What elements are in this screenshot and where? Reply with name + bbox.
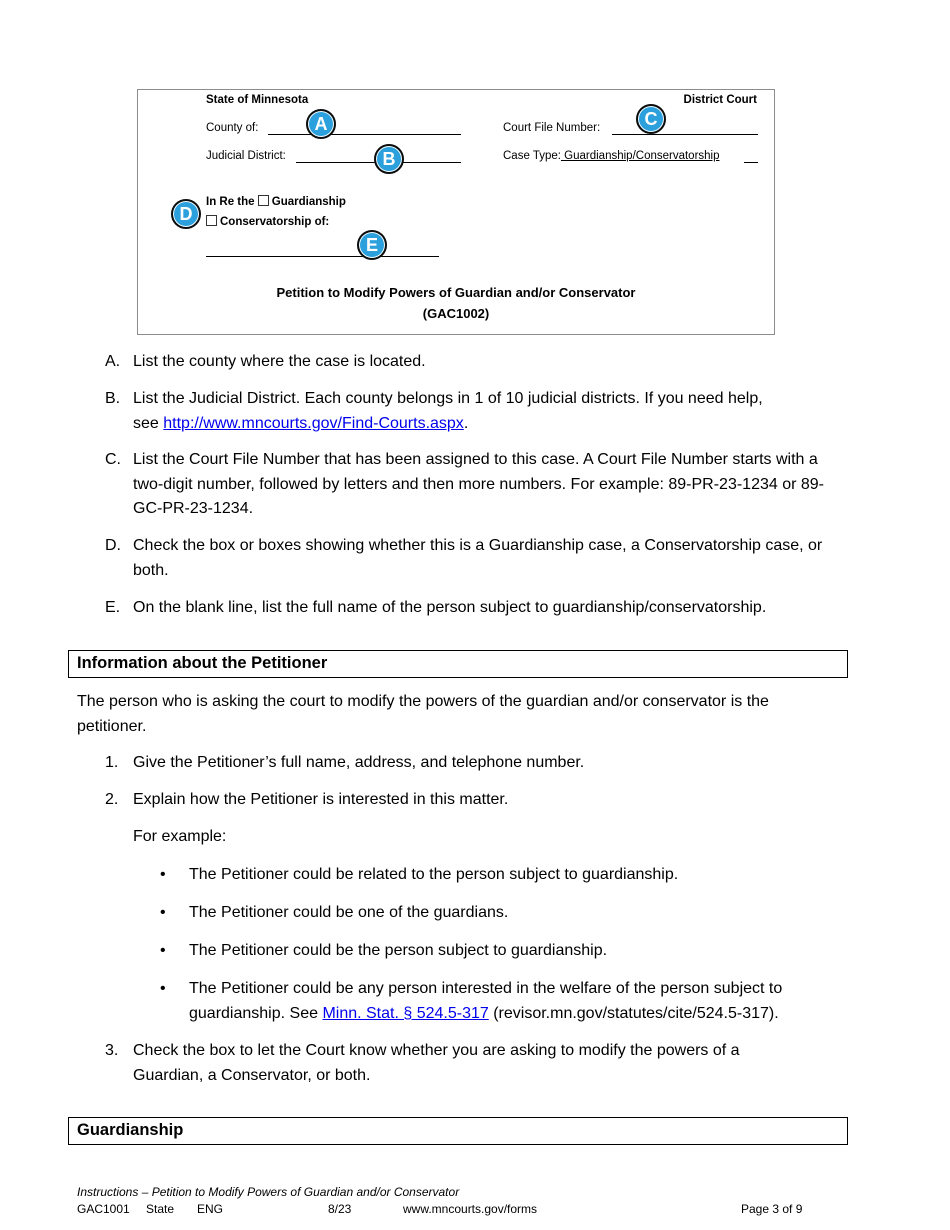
minn-stat-link[interactable]: Minn. Stat. § 524.5-317 — [322, 1004, 489, 1022]
marker-c-badge: C — [636, 104, 666, 134]
court-file-line — [612, 134, 758, 135]
section-heading-guardianship: Guardianship — [68, 1117, 848, 1145]
bullet-text: The Petitioner could be one of the guardians. — [189, 904, 509, 921]
item-text: Explain how the Petitioner is interested in this matter. — [133, 791, 509, 808]
bullet-dot: • — [160, 904, 166, 921]
section-heading-petitioner: Information about the Petitioner — [68, 650, 848, 678]
footer-form-code: GAC1001 — [77, 1202, 130, 1216]
for-example-label: For example: — [133, 828, 227, 845]
case-type-label — [503, 150, 720, 162]
item-number: 3. — [105, 1042, 119, 1059]
item-letter: D. — [105, 537, 121, 554]
footer-lang: ENG — [197, 1202, 224, 1216]
footer-url: www.mncourts.gov/forms — [403, 1202, 538, 1216]
item-number: 2. — [105, 791, 119, 808]
case-type-label-text: Case Type: — [503, 150, 561, 162]
marker-e-badge: E — [357, 230, 387, 260]
footer-page-number: Page 3 of 9 — [741, 1202, 803, 1216]
item-text: List the county where the case is located. — [133, 353, 426, 370]
bullet-text: The Petitioner could be related to the person subject to guardianship. — [189, 866, 679, 883]
bullet-dot: • — [160, 866, 166, 883]
in-re-line — [206, 195, 346, 208]
court-label: District Court — [683, 94, 757, 106]
item-text: Give the Petitioner’s full name, address, and telephone number. — [133, 754, 585, 771]
bullet-text — [189, 977, 849, 1026]
form-code: (GAC1002) — [422, 306, 490, 321]
item-text — [133, 387, 833, 436]
item-text: Check the box to let the Court know whether you are asking to modify the powers of a Guardian, a Conservator, or both. — [133, 1042, 740, 1084]
item-text: Check the box or boxes showing whether this is a Guardianship case, a Conservatorship case, or both. — [133, 537, 823, 579]
bullet-text-after: (revisor.mn.gov/statutes/cite/524.5-317). — [488, 1004, 779, 1022]
find-courts-link[interactable]: http://www.mncourts.gov/Find-Courts.aspx — [163, 414, 464, 432]
case-type-value: Guardianship/Conservatorship — [560, 150, 720, 162]
case-type-line-tail — [744, 162, 758, 163]
form-caption-box — [137, 89, 775, 335]
bullet-text-before: The Petitioner could be any person interested in the welfare of the person subject to guardianship. See — [189, 980, 783, 1022]
county-line — [268, 134, 461, 135]
marker-d-badge: D — [171, 199, 201, 229]
marker-a-badge: A — [306, 109, 336, 139]
bullet-dot: • — [160, 980, 166, 997]
item-letter: A. — [105, 353, 121, 370]
item-text: On the blank line, list the full name of the person subject to guardianship/conservatorship. — [133, 599, 767, 616]
court-file-label: Court File Number: — [503, 122, 601, 134]
item-letter: E. — [105, 599, 121, 616]
guardianship-option: Guardianship — [271, 196, 346, 208]
item-number: 1. — [105, 754, 119, 771]
in-re-prefix: In Re the — [206, 196, 255, 208]
item-text-see: see — [133, 414, 164, 432]
footer-date: 8/23 — [328, 1202, 352, 1216]
bullet-text: The Petitioner could be the person subject to guardianship. — [189, 942, 608, 959]
form-title: Petition to Modify Powers of Guardian and/or Conservator — [276, 285, 636, 300]
state-label: State of Minnesota — [206, 94, 309, 106]
person-name-line — [206, 256, 439, 257]
item-letter: B. — [105, 390, 121, 407]
conservatorship-checkbox[interactable] — [206, 215, 217, 226]
judicial-district-label: Judicial District: — [206, 150, 286, 162]
petitioner-intro: The person who is asking the court to modify the powers of the guardian and/or conservator is the petitioner. — [77, 693, 769, 735]
item-letter: C. — [105, 451, 121, 468]
footer-state: State — [146, 1202, 175, 1216]
conservatorship-line — [206, 215, 329, 228]
guardianship-checkbox[interactable] — [258, 195, 269, 206]
footer-title: Instructions – Petition to Modify Powers of Guardian and/or Conservator — [77, 1185, 460, 1199]
item-text-line1: List the Judicial District. Each county belongs in 1 of 10 judicial districts. If you need help, — [133, 390, 763, 407]
item-text: List the Court File Number that has been assigned to this case. A Court File Number starts with a two-digit number, followed by letters and then more numbers. For example: 89-PR-23-1234 or 89-GC-PR-23-1234. — [133, 451, 825, 517]
item-text-after: . — [463, 414, 469, 432]
conservatorship-option: Conservatorship of: — [220, 216, 330, 228]
bullet-dot: • — [160, 942, 166, 959]
marker-b-badge: B — [374, 144, 404, 174]
county-label: County of: — [206, 122, 259, 134]
